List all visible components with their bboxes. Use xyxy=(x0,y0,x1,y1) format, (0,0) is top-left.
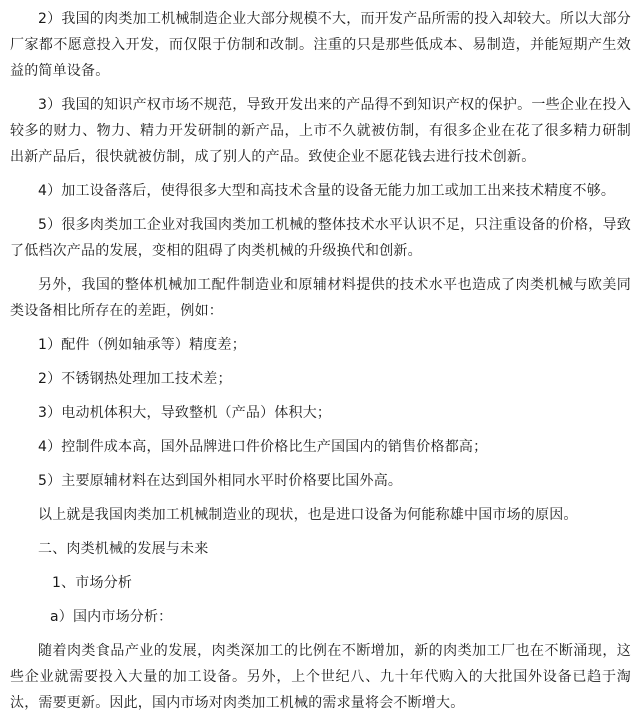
section-heading-development: 二、肉类机械的发展与未来 xyxy=(38,541,209,557)
list-item-motor-size: 3）电动机体积大，导致整机（产品）体积大； xyxy=(38,405,332,421)
list-item-material-price: 5）主要原辅材料在达到国外相同水平时价格要比国外高。 xyxy=(38,473,403,489)
list-item-control-cost: 4）控制件成本高，国外品牌进口件价格比生产国国内的销售价格都高； xyxy=(38,439,488,455)
subsection-heading-domestic: a）国内市场分析： xyxy=(50,609,173,625)
paragraph-additional-gap: 另外，我国的整体机械加工配件制造业和原辅材料提供的技术水平也造成了肉类机械与欧美同类设备相比所存在的差距，例如： xyxy=(10,277,631,319)
paragraph-reason-2: 2）我国的肉类加工机械制造企业大部分规模不大，而开发产品所需的投入却较大。所以大部分厂家都不愿意投入开发，而仅限于仿制和改制。注重的只是那些低成本、易制造，并能短期产生效益的简单设备。 xyxy=(10,11,631,79)
paragraph-summary: 以上就是我国肉类加工机械制造业的现状，也是进口设备为何能称雄中国市场的原因。 xyxy=(38,507,578,523)
list-item-parts-precision: 1）配件（例如轴承等）精度差； xyxy=(38,337,246,353)
subsection-heading-market: 1、市场分析 xyxy=(52,575,133,591)
paragraph-reason-4: 4）加工设备落后，使得很多大型和高技术含量的设备无能力加工或加工出来技术精度不够。 xyxy=(38,183,616,199)
paragraph-domestic-market: 随着肉类食品产业的发展，肉类深加工的比例在不断增加，新的肉类加工厂也在不断涌现，这些企业就需要投入大量的加工设备。另外，上个世纪八、九十年代购入的大批国外设备已趋于淘汰，需要更新。因此，国内市场对肉类加工机械的需求量将会不断增大。 xyxy=(10,643,631,711)
list-item-steel-treatment: 2）不锈钢热处理加工技术差； xyxy=(38,371,232,387)
paragraph-reason-3: 3）我国的知识产权市场不规范，导致开发出来的产品得不到知识产权的保护。一些企业在投入较多的财力、物力、精力开发研制的新产品，上市不久就被仿制，有很多企业在花了很多精力研制出新产品后，很快就被仿制，成了别人的产品。致使企业不愿花钱去进行技术创新。 xyxy=(10,97,631,165)
paragraph-reason-5: 5）很多肉类加工企业对我国肉类加工机械的整体技术水平认识不足，只注重设备的价格，导致了低档次产品的发展，变相的阻碍了肉类机械的升级换代和创新。 xyxy=(10,217,631,259)
